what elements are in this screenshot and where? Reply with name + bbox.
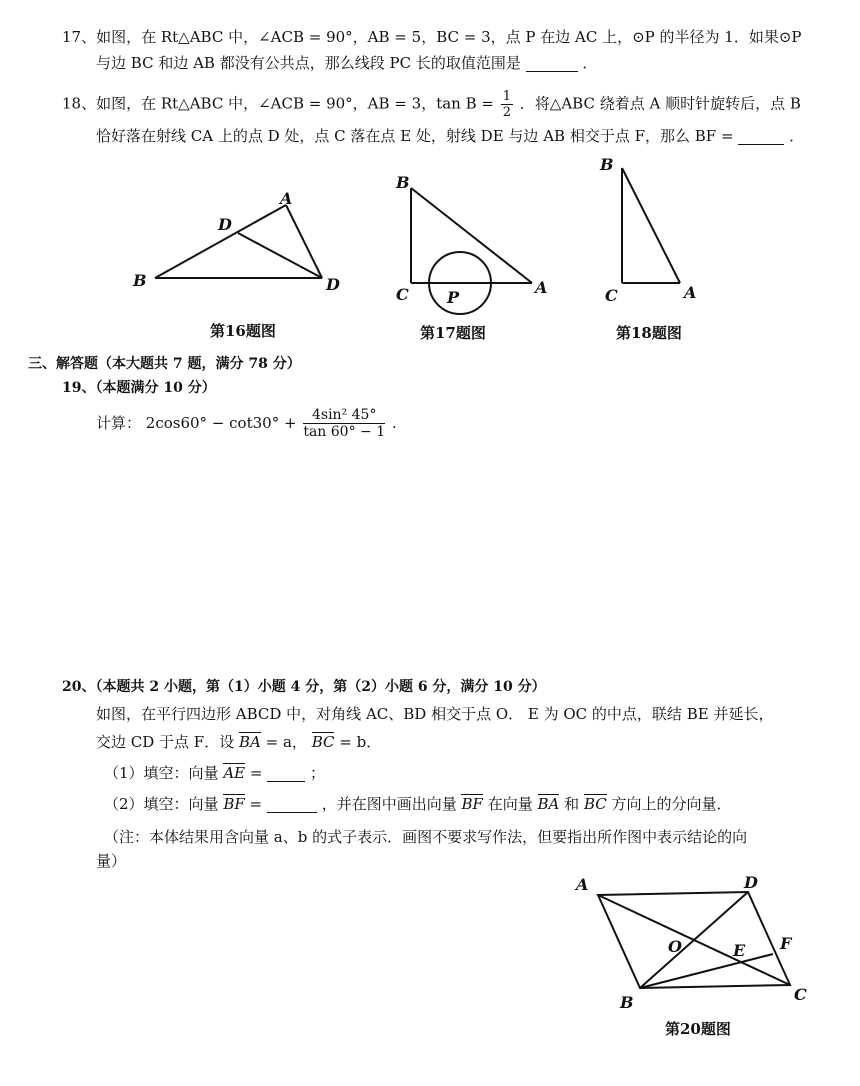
fig16-caption: 第16题图 [210,322,276,340]
q17-line1: 17、如图，在 Rt△ABC 中，∠ACB = 90°，AB = 5，BC = 3，点 P 在边 AC 上，⊙P 的半径为 1．如果⊙P [62,28,802,46]
q19-expression [96,408,397,439]
q20-line2 [96,735,381,750]
q20-p1-end: ； [310,764,326,782]
q20-vec-ba: BA [239,733,261,751]
q20-p2-vec2: BF [461,795,483,813]
q19-frac-den: tan 60° − 1 [303,424,386,440]
fig20-label-d: D [744,873,758,892]
q20-note2: 量） [96,852,127,870]
fig16-diagram [155,205,322,278]
q18-line2 [96,129,804,145]
fig18-caption: 第18题图 [616,324,682,342]
q19-prefix: 计算： [96,414,142,432]
fig20-caption: 第20题图 [665,1020,731,1038]
q20-p2-e: 和 [564,795,580,813]
q18-line2-text: 恰好落在射线 CA 上的点 D 处，点 C 落在点 E 处，射线 DE 与边 AB 相交于点 F，那么 BF = [96,127,734,145]
q20-eq-a: = a， [265,733,307,751]
q19-frac-num: 4sin² 45° [303,408,385,424]
fig17-label-c: C [396,285,409,304]
q20-p2-d: 在向量 [487,795,533,813]
figures-16-17-18 [0,150,860,350]
q18-frac-num: 1 [502,89,512,104]
fig20-diagram [570,870,830,1020]
fig16-label-a: A [280,189,293,208]
q17-answer-blank [526,56,578,72]
q20-p1-blank [267,766,305,782]
fig16-label-b: B [133,271,147,290]
q20-p2-f: 方向上的分向量． [611,795,732,813]
q20-p1-vec: AE [223,764,246,782]
q20-p2-vec3: BA [537,795,560,813]
q19-expr-a: 2cos60° − cot30° + [145,414,297,432]
q20-vec-bc: BC [311,733,335,751]
fig18-label-c: C [605,286,618,305]
q19-end: . [391,414,397,432]
q20-p1-a: （1）填空：向量 [104,764,219,782]
q20-p2-blank [267,797,317,813]
fig17-label-a: A [535,278,548,297]
fig18-label-a: A [684,283,697,302]
q18-frac-den: 2 [502,105,512,120]
q20-eq-b: = b． [339,733,382,751]
fig16-label-d-right: D [326,275,340,294]
fig20-label-f: F [780,934,792,953]
q20-p2-c: ，并在图中画出向量 [321,795,457,813]
fig20-label-o: O [668,937,682,956]
q20-p2-a: （2）填空：向量 [104,795,219,813]
q19-header: 19、（本题满分 10 分） [62,380,216,396]
q18-line1 [62,90,801,119]
fig17-label-p: P [447,288,460,307]
q20-p1-b: = [249,764,263,782]
fig20-label-a: A [576,875,589,894]
q17-line2-end: ． [582,54,598,72]
section3-heading: 三、解答题（本大题共 7 题，满分 78 分） [28,356,301,372]
fig16-label-d-top: D [218,215,232,234]
q18-line1-b: ．将△ABC 绕着点 A 顺时针旋转后，点 B [519,94,801,113]
fig20-label-b: B [620,993,634,1012]
q18-tan-fraction [501,90,513,119]
fig17-caption: 第17题图 [420,324,486,342]
fig18-label-b: B [600,155,614,174]
q18-line1-a: 18、如图，在 Rt△ABC 中，∠ACB = 90°，AB = 3，tan B = [62,94,494,113]
fig20-label-e: E [733,941,746,960]
q18-answer-blank [738,129,784,145]
fig17-diagram [411,188,532,314]
q20-p2-vec4: BC [583,795,607,813]
q20-line1: 如图，在平行四边形 ABCD 中，对角线 AC、BD 相交于点 O． E 为 OC 的中点，联结 BE 并延长， [96,705,774,723]
q20-header: 20、（本题共 2 小题，第（1）小题 4 分，第（2）小题 6 分，满分 10 分） [62,679,546,695]
q20-line2-a: 交边 CD 于点 F．设 [96,733,235,751]
q20-part2 [104,797,732,813]
q18-line2-end: ． [789,127,805,145]
q17-line2-text: 与边 BC 和边 AB 都没有公共点，那么线段 PC 长的取值范围是 [96,54,521,72]
q19-fraction [303,408,385,439]
q20-p2-b: = [249,795,263,813]
fig20-label-c: C [794,985,807,1004]
q20-part1 [104,766,325,782]
q20-p2-vec: BF [223,795,245,813]
q20-note1: （注：本体结果用含向量 a、b 的式子表示．画图不要求写作法，但要指出所作图中表示结论的向 [104,828,748,846]
fig18-diagram [622,168,680,283]
q17-line2 [96,56,597,72]
fig17-label-b: B [396,173,410,192]
